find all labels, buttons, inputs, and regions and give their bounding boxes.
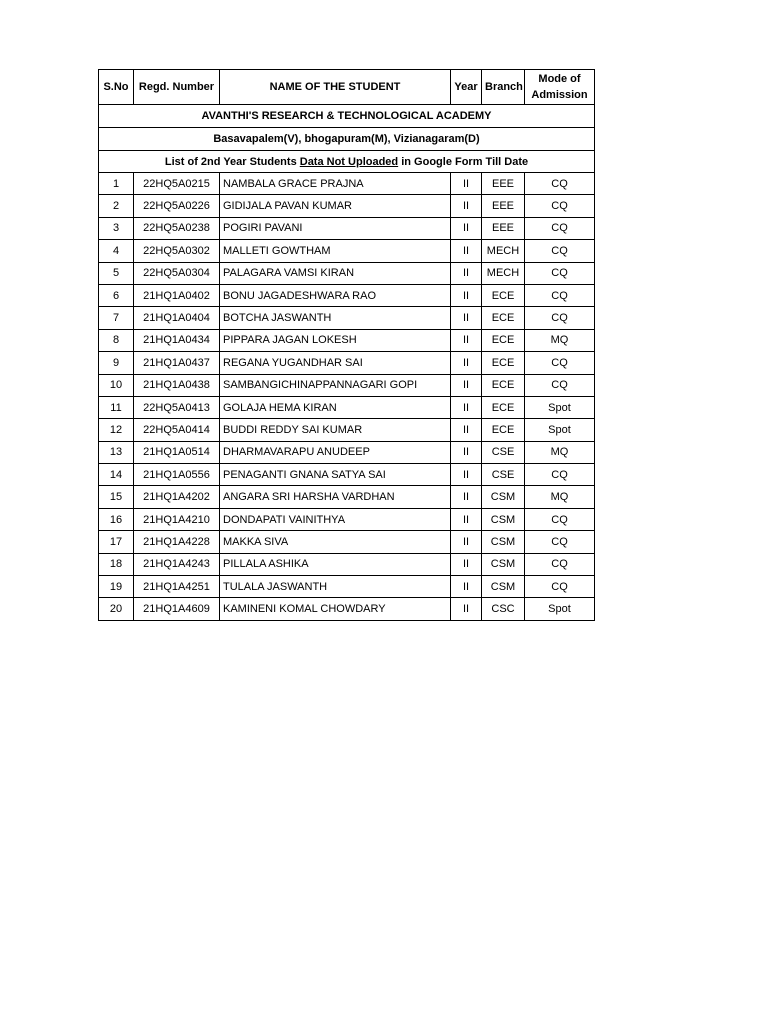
table-row	[99, 598, 595, 620]
row-student-name: TULALA JASWANTH	[220, 576, 451, 598]
col-header-mode: Mode of Admission	[525, 70, 595, 105]
col-header-year: Year	[451, 70, 482, 105]
row-regd-number: 22HQ5A0302	[134, 240, 220, 262]
row-sno: 4	[99, 240, 134, 262]
table-row	[99, 531, 595, 553]
row-mode-of-admission: CQ	[525, 508, 595, 530]
row-student-name: PALAGARA VAMSI KIRAN	[220, 262, 451, 284]
row-student-name: PILLALA ASHIKA	[220, 553, 451, 575]
row-branch: CSE	[482, 464, 525, 486]
row-regd-number: 22HQ5A0238	[134, 217, 220, 239]
row-sno: 11	[99, 396, 134, 418]
row-student-name: PENAGANTI GNANA SATYA SAI	[220, 464, 451, 486]
row-mode-of-admission: CQ	[525, 240, 595, 262]
row-mode-of-admission: MQ	[525, 486, 595, 508]
row-mode-of-admission: CQ	[525, 307, 595, 329]
table-row	[99, 396, 595, 418]
table-row	[99, 486, 595, 508]
row-student-name: KAMINENI KOMAL CHOWDARY	[220, 598, 451, 620]
row-year: II	[451, 419, 482, 441]
row-sno: 18	[99, 553, 134, 575]
row-regd-number: 21HQ1A4228	[134, 531, 220, 553]
row-year: II	[451, 240, 482, 262]
row-regd-number: 21HQ1A4609	[134, 598, 220, 620]
row-regd-number: 21HQ1A4251	[134, 576, 220, 598]
row-branch: CSC	[482, 598, 525, 620]
table-row	[99, 307, 595, 329]
row-regd-number: 21HQ1A4210	[134, 508, 220, 530]
row-sno: 5	[99, 262, 134, 284]
row-student-name: BONU JAGADESHWARA RAO	[220, 284, 451, 306]
row-year: II	[451, 284, 482, 306]
row-year: II	[451, 307, 482, 329]
row-sno: 13	[99, 441, 134, 463]
row-sno: 8	[99, 329, 134, 351]
list-title-row	[99, 151, 595, 173]
row-year: II	[451, 598, 482, 620]
list-title	[99, 151, 595, 173]
row-mode-of-admission: CQ	[525, 553, 595, 575]
row-student-name: MAKKA SIVA	[220, 531, 451, 553]
row-year: II	[451, 374, 482, 396]
row-mode-of-admission: CQ	[525, 195, 595, 217]
row-branch: EEE	[482, 173, 525, 195]
row-mode-of-admission: MQ	[525, 329, 595, 351]
row-year: II	[451, 508, 482, 530]
row-branch: CSM	[482, 508, 525, 530]
institution-title: AVANTHI'S RESEARCH & TECHNOLOGICAL ACADEMY	[99, 105, 595, 128]
row-student-name: DONDAPATI VAINITHYA	[220, 508, 451, 530]
row-year: II	[451, 173, 482, 195]
table-row	[99, 441, 595, 463]
row-regd-number: 21HQ1A0402	[134, 284, 220, 306]
list-title-suffix: in Google Form Till Date	[398, 155, 529, 168]
row-branch: ECE	[482, 284, 525, 306]
row-student-name: BOTCHA JASWANTH	[220, 307, 451, 329]
row-regd-number: 22HQ5A0304	[134, 262, 220, 284]
row-mode-of-admission: CQ	[525, 374, 595, 396]
row-mode-of-admission: Spot	[525, 419, 595, 441]
table-row	[99, 464, 595, 486]
row-mode-of-admission: CQ	[525, 173, 595, 195]
row-regd-number: 21HQ1A4243	[134, 553, 220, 575]
row-regd-number: 22HQ5A0413	[134, 396, 220, 418]
row-branch: EEE	[482, 195, 525, 217]
row-regd-number: 22HQ5A0215	[134, 173, 220, 195]
row-year: II	[451, 531, 482, 553]
institution-address: Basavapalem(V), bhogapuram(M), Vizianagaram(D)	[99, 128, 595, 151]
row-sno: 3	[99, 217, 134, 239]
row-branch: CSM	[482, 553, 525, 575]
row-mode-of-admission: CQ	[525, 284, 595, 306]
table-row	[99, 262, 595, 284]
row-branch: CSE	[482, 441, 525, 463]
row-regd-number: 21HQ1A0438	[134, 374, 220, 396]
row-regd-number: 21HQ1A0556	[134, 464, 220, 486]
row-year: II	[451, 396, 482, 418]
row-student-name: ANGARA SRI HARSHA VARDHAN	[220, 486, 451, 508]
row-year: II	[451, 441, 482, 463]
row-sno: 6	[99, 284, 134, 306]
table-row	[99, 173, 595, 195]
column-header-row	[99, 70, 595, 105]
row-branch: ECE	[482, 329, 525, 351]
row-branch: CSM	[482, 576, 525, 598]
col-header-name: NAME OF THE STUDENT	[220, 70, 451, 105]
row-regd-number: 21HQ1A4202	[134, 486, 220, 508]
row-regd-number: 22HQ5A0414	[134, 419, 220, 441]
row-year: II	[451, 464, 482, 486]
row-regd-number: 21HQ1A0434	[134, 329, 220, 351]
row-mode-of-admission: MQ	[525, 441, 595, 463]
row-branch: ECE	[482, 419, 525, 441]
row-student-name: BUDDI REDDY SAI KUMAR	[220, 419, 451, 441]
table-row	[99, 352, 595, 374]
row-student-name: REGANA YUGANDHAR SAI	[220, 352, 451, 374]
row-year: II	[451, 352, 482, 374]
row-branch: MECH	[482, 262, 525, 284]
title-row	[99, 105, 595, 128]
students-table	[98, 69, 595, 621]
row-branch: ECE	[482, 307, 525, 329]
row-year: II	[451, 217, 482, 239]
table-row	[99, 508, 595, 530]
row-sno: 15	[99, 486, 134, 508]
table-row	[99, 553, 595, 575]
row-mode-of-admission: Spot	[525, 396, 595, 418]
list-title-underlined: Data Not Uploaded	[299, 155, 399, 168]
row-year: II	[451, 195, 482, 217]
row-student-name: DHARMAVARAPU ANUDEEP	[220, 441, 451, 463]
row-branch: ECE	[482, 396, 525, 418]
col-header-regd: Regd. Number	[134, 70, 220, 105]
row-student-name: PIPPARA JAGAN LOKESH	[220, 329, 451, 351]
row-sno: 9	[99, 352, 134, 374]
col-header-branch: Branch	[482, 70, 525, 105]
row-mode-of-admission: CQ	[525, 262, 595, 284]
row-branch: CSM	[482, 486, 525, 508]
row-sno: 10	[99, 374, 134, 396]
row-branch: ECE	[482, 352, 525, 374]
row-year: II	[451, 329, 482, 351]
row-mode-of-admission: CQ	[525, 464, 595, 486]
row-year: II	[451, 553, 482, 575]
table-row	[99, 419, 595, 441]
row-sno: 17	[99, 531, 134, 553]
row-student-name: GOLAJA HEMA KIRAN	[220, 396, 451, 418]
row-student-name: MALLETI GOWTHAM	[220, 240, 451, 262]
table-row	[99, 576, 595, 598]
row-sno: 19	[99, 576, 134, 598]
table-row	[99, 217, 595, 239]
table-row	[99, 329, 595, 351]
row-mode-of-admission: Spot	[525, 598, 595, 620]
row-branch: EEE	[482, 217, 525, 239]
table-row	[99, 240, 595, 262]
row-sno: 1	[99, 173, 134, 195]
table-row	[99, 195, 595, 217]
row-sno: 14	[99, 464, 134, 486]
table-row	[99, 284, 595, 306]
row-sno: 7	[99, 307, 134, 329]
row-regd-number: 21HQ1A0437	[134, 352, 220, 374]
row-student-name: SAMBANGICHINAPPANNAGARI GOPI	[220, 374, 451, 396]
list-title-prefix: List of 2nd Year Students	[164, 155, 300, 168]
row-branch: ECE	[482, 374, 525, 396]
table-row	[99, 374, 595, 396]
student-rows	[99, 173, 595, 621]
row-year: II	[451, 262, 482, 284]
row-branch: MECH	[482, 240, 525, 262]
row-sno: 16	[99, 508, 134, 530]
row-year: II	[451, 576, 482, 598]
row-regd-number: 21HQ1A0514	[134, 441, 220, 463]
row-sno: 12	[99, 419, 134, 441]
row-mode-of-admission: CQ	[525, 531, 595, 553]
row-regd-number: 21HQ1A0404	[134, 307, 220, 329]
row-sno: 20	[99, 598, 134, 620]
row-branch: CSM	[482, 531, 525, 553]
row-mode-of-admission: CQ	[525, 352, 595, 374]
row-sno: 2	[99, 195, 134, 217]
row-student-name: GIDIJALA PAVAN KUMAR	[220, 195, 451, 217]
row-student-name: NAMBALA GRACE PRAJNA	[220, 173, 451, 195]
row-student-name: POGIRI PAVANI	[220, 217, 451, 239]
row-mode-of-admission: CQ	[525, 576, 595, 598]
row-year: II	[451, 486, 482, 508]
row-mode-of-admission: CQ	[525, 217, 595, 239]
row-regd-number: 22HQ5A0226	[134, 195, 220, 217]
address-row	[99, 128, 595, 151]
col-header-sno: S.No	[99, 70, 134, 105]
